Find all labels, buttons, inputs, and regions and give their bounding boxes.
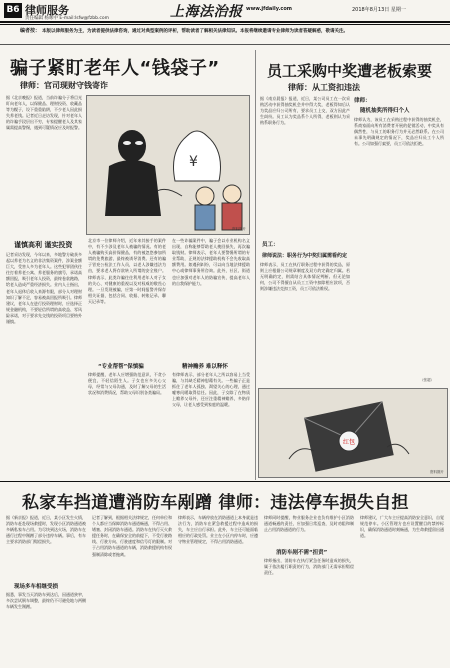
- illustration-credit: 资料图片: [232, 227, 246, 231]
- svg-text:¥: ¥: [189, 154, 198, 170]
- sidebar-text: 律师认为，该员工在采购过程中获得的抽奖机会，系商家面向所有消费者开展的促销活动，中奖具有偶然性，与员工的职务行为并无必然联系。在公司未事先明确规定的情况下，奖品应归员工个人所有。公司如强行索要，员工可依法拒绝。: [354, 117, 444, 147]
- left-col2-text2: 律师提醒，老年人应增强防范意识，不贪小便宜，不轻信陌生人。子女也应多关心父母，经常与父母沟通，及时了解父母的生活状况和消费情况，帮助父母识别各类骗局。: [88, 372, 166, 396]
- elderly-couple-illustration: [86, 95, 250, 235]
- right-body-text-2: 律师表示，员工在执行职务过程中获得的奖品，原则上应根据公司规章制度及双方约定确定归属。若无明确约定，则需结合具体情况判断。但无论如何，公司不得擅自从员工工资中扣除相应款项，否则涉嫌违法克扣工资，员工可依法维权。: [260, 262, 350, 292]
- sidebar-title: 律师：: [354, 98, 371, 104]
- left-col2-text: 北京市一位律师介绍，近年来其接手的案件中，有不少涉及老年人被骗的情况。有的老人被骗购买高价保健品，有的被忽悠参加所谓的免费旅游，最终被诱导消费。还有的骗子冒充公检法工作人员，以老人涉嫌违法为由，要求老人将存款转入所谓的安全账户。律师表示，此类诈骗往往利用老年人对子女的关心、对健康的重视以及对权威的敬畏心理。一旦发现被骗，应第一时间报警并保存相关证据，包括合同、收据、转账记录、聊天记录等。: [88, 238, 166, 304]
- bottom-col3-text: 律师表示，车辆停放在消防通道上本身就是违法行为，消防车在紧急救援过程中造成的损失，车主应自行承担。此外，车主还可能面临相应的行政处罚。业主在小区内停车时，应遵守物业管理规定，不得占用消防通道。: [178, 515, 258, 545]
- right-note: （张超）: [420, 378, 434, 382]
- elderly-couple-drawing: [87, 96, 249, 234]
- column-rule: [255, 50, 256, 480]
- bottom-col5-text: 律师建议，广大车主应提高消防安全意识，自觉规范停车。小区管理方也应设置醒目的禁停标识，确保消防通道时刻畅通，为生命救援留出通道。: [360, 515, 444, 539]
- left-col3-text2: 有律师表示，部分老年人之所以容易上当受骗，与其缺乏精神慰藉有关。一些骗子正是抓住了老年人孤独、渴望关心的心理，通过嘘寒问暖取得信任。因此，子女除了在物质上赡养父母外，还应注重精神赡养，多陪伴父母，让老人感受到家庭的温暖。: [172, 372, 250, 408]
- right-subsection-heading: 律师说法：职务行为中奖归属需看约定: [262, 253, 348, 259]
- right-subheadline: 律师：从工资扣违法: [288, 83, 360, 92]
- issue-date: 2018年8月13日 星期一: [352, 7, 406, 13]
- sidebar-subtitle: 随机抽奖所得归个人: [360, 108, 410, 114]
- masthead-rule: [0, 21, 450, 23]
- left-col3-text: 在一些诈骗案件中，骗子会以专业机构名义出现，自称能够帮助老人挽回损失，再次骗取钱财。律师表示，老年人要警惕所谓的专业帮助，正规的法律援助机构不会先收取高额费用。如遇到纠纷，可以向当地法律援助中心或律师事务所咨询。此外，社区、街道也应加强对老年人的防骗宣传，提高老年人的自我保护能力。: [172, 238, 250, 286]
- bottom-col1-text2: 据悉，事发当天消防车到达后，因通道狭窄，多次尝试倒车调整，最终仍不可避免地与两侧车辆发生剐蹭。: [6, 592, 86, 610]
- left-col1-text: 记者采访发现，今年以来，多地警方破获多起以养老为名义的非法集资案件，涉案金额巨大，受害人多为老年人。这些犯罪团伙往往打着养老公寓、养老服务的旗号，承诺高额回报，吸引老年人投资，最终卷款跑路，给老人造成严重经济损失。业内人士指出，老年人退休后收入来源有限，部分人对理财知识了解不足，容易被高回报所吸引。律师建议，老年人在进行投资理财时，应选择正规金融机构，不要轻信所谓的高收益、零风险承诺，对于要求先交钱的投资项目要格外谨慎。: [6, 252, 82, 325]
- masthead-rule-thin: [0, 24, 450, 25]
- website-link[interactable]: www.jfdaily.com: [246, 6, 293, 12]
- svg-text:红包: 红包: [343, 439, 356, 446]
- bottom-col2-text: 记者了解到，根据相关法律规定，任何单位和个人都应当保障消防车通道畅通，不得占用、堵塞、封闭消防车通道。消防车在执行灭火救援任务时，在确保安全的前提下，不受行驶路线、行驶方向、行驶速度和信号灯的限制。对于占用消防车通道的车辆，消防救援机构有权强制清除或者拖离。: [92, 515, 172, 557]
- envelope-drawing: [259, 389, 447, 477]
- left-headline: 骗子紧盯老年人“钱袋子”: [10, 58, 220, 79]
- right-label: 员工：: [262, 242, 279, 248]
- bottom-section-heading-2: 消防车剐不需“担责”: [276, 550, 328, 556]
- bottom-section-heading-1: 现场多车相继受损: [14, 584, 59, 590]
- bottom-col1-text: 据《新京报》报道，近日，某小区发生火情，消防车赶赴现场救援时，发现小区消防通道被多辆私家车占用。为尽快到达火场，消防车在通行过程中剐蹭了部分违停车辆。事后，有车主要求消防部门赔偿损失。: [6, 515, 86, 545]
- bottom-col4-text: 律师同时提醒，物业服务企业也负有维护小区消防通道畅通的责任，应加强日常巡查，及时劝阻和制止占用消防通道的行为。: [264, 515, 354, 533]
- editor-note-text: 本版以律师服务为主，为读者提供法律咨询，通过对典型案例的评析，帮助读者了解相关法律知识。本报将继续邀请专业律师为读者答疑解惑，敬请关注。: [42, 29, 348, 34]
- right-sidebar: [354, 96, 444, 376]
- bottom-headline: 私家车挡道遭消防车剐蹭 律师：违法停车损失自担: [22, 493, 409, 513]
- envelope-credit: 资料图片: [430, 470, 444, 474]
- left-section-heading-1: 谨慎高利 谨实投资: [14, 241, 73, 249]
- left-lead-text: 据《北京晚报》报道，当前诈骗分子将目光盯向老年人，以保健品、理财投资、收藏品等为幌子，设下重重陷阱，不少老人因此损失养老钱。记者近日走访发现，针对老年人的诈骗手段层出不穷，专家提醒老人及其家属需提高警惕，遇到可疑情况应及时报警。: [6, 95, 82, 131]
- left-subheadline: 律师：官司现财守钱寄诈: [20, 81, 108, 90]
- red-envelope-illustration: [258, 388, 448, 478]
- right-headline: 员工采购中奖遭老板索要: [267, 62, 433, 80]
- bottom-col4-text2: 律师指出，消防车在执行紧急任务时造成的损失，属于依法履行职责的行为，消防部门无需承担赔偿责任。: [264, 558, 354, 576]
- bottom-rule: [0, 481, 450, 482]
- paper-title: 上海法治报: [170, 4, 243, 20]
- section-name: 律师服务: [25, 4, 69, 17]
- left-section-heading-3: 精神赡养 难以释怀: [182, 364, 228, 370]
- editor-info: 责任编辑 杨咏中 E-mail:lsfw@fzbb.com: [25, 16, 109, 21]
- section-logo: B6: [4, 3, 22, 18]
- left-section-heading-2: “专业帮帮”保慎骗: [98, 364, 144, 370]
- editor-note-label: 编者按：: [20, 28, 41, 34]
- right-body-text-1: 据《南京晨报》报道，近日，某公司员工在一次采购活动中获得抽奖机会并中得大奖，老板得知后认为奖品应归公司所有，要求员工上交，双方因此产生纠纷。员工认为奖品系个人所得，老板则认为采购系职务行为。: [260, 96, 350, 126]
- divider: [0, 44, 450, 45]
